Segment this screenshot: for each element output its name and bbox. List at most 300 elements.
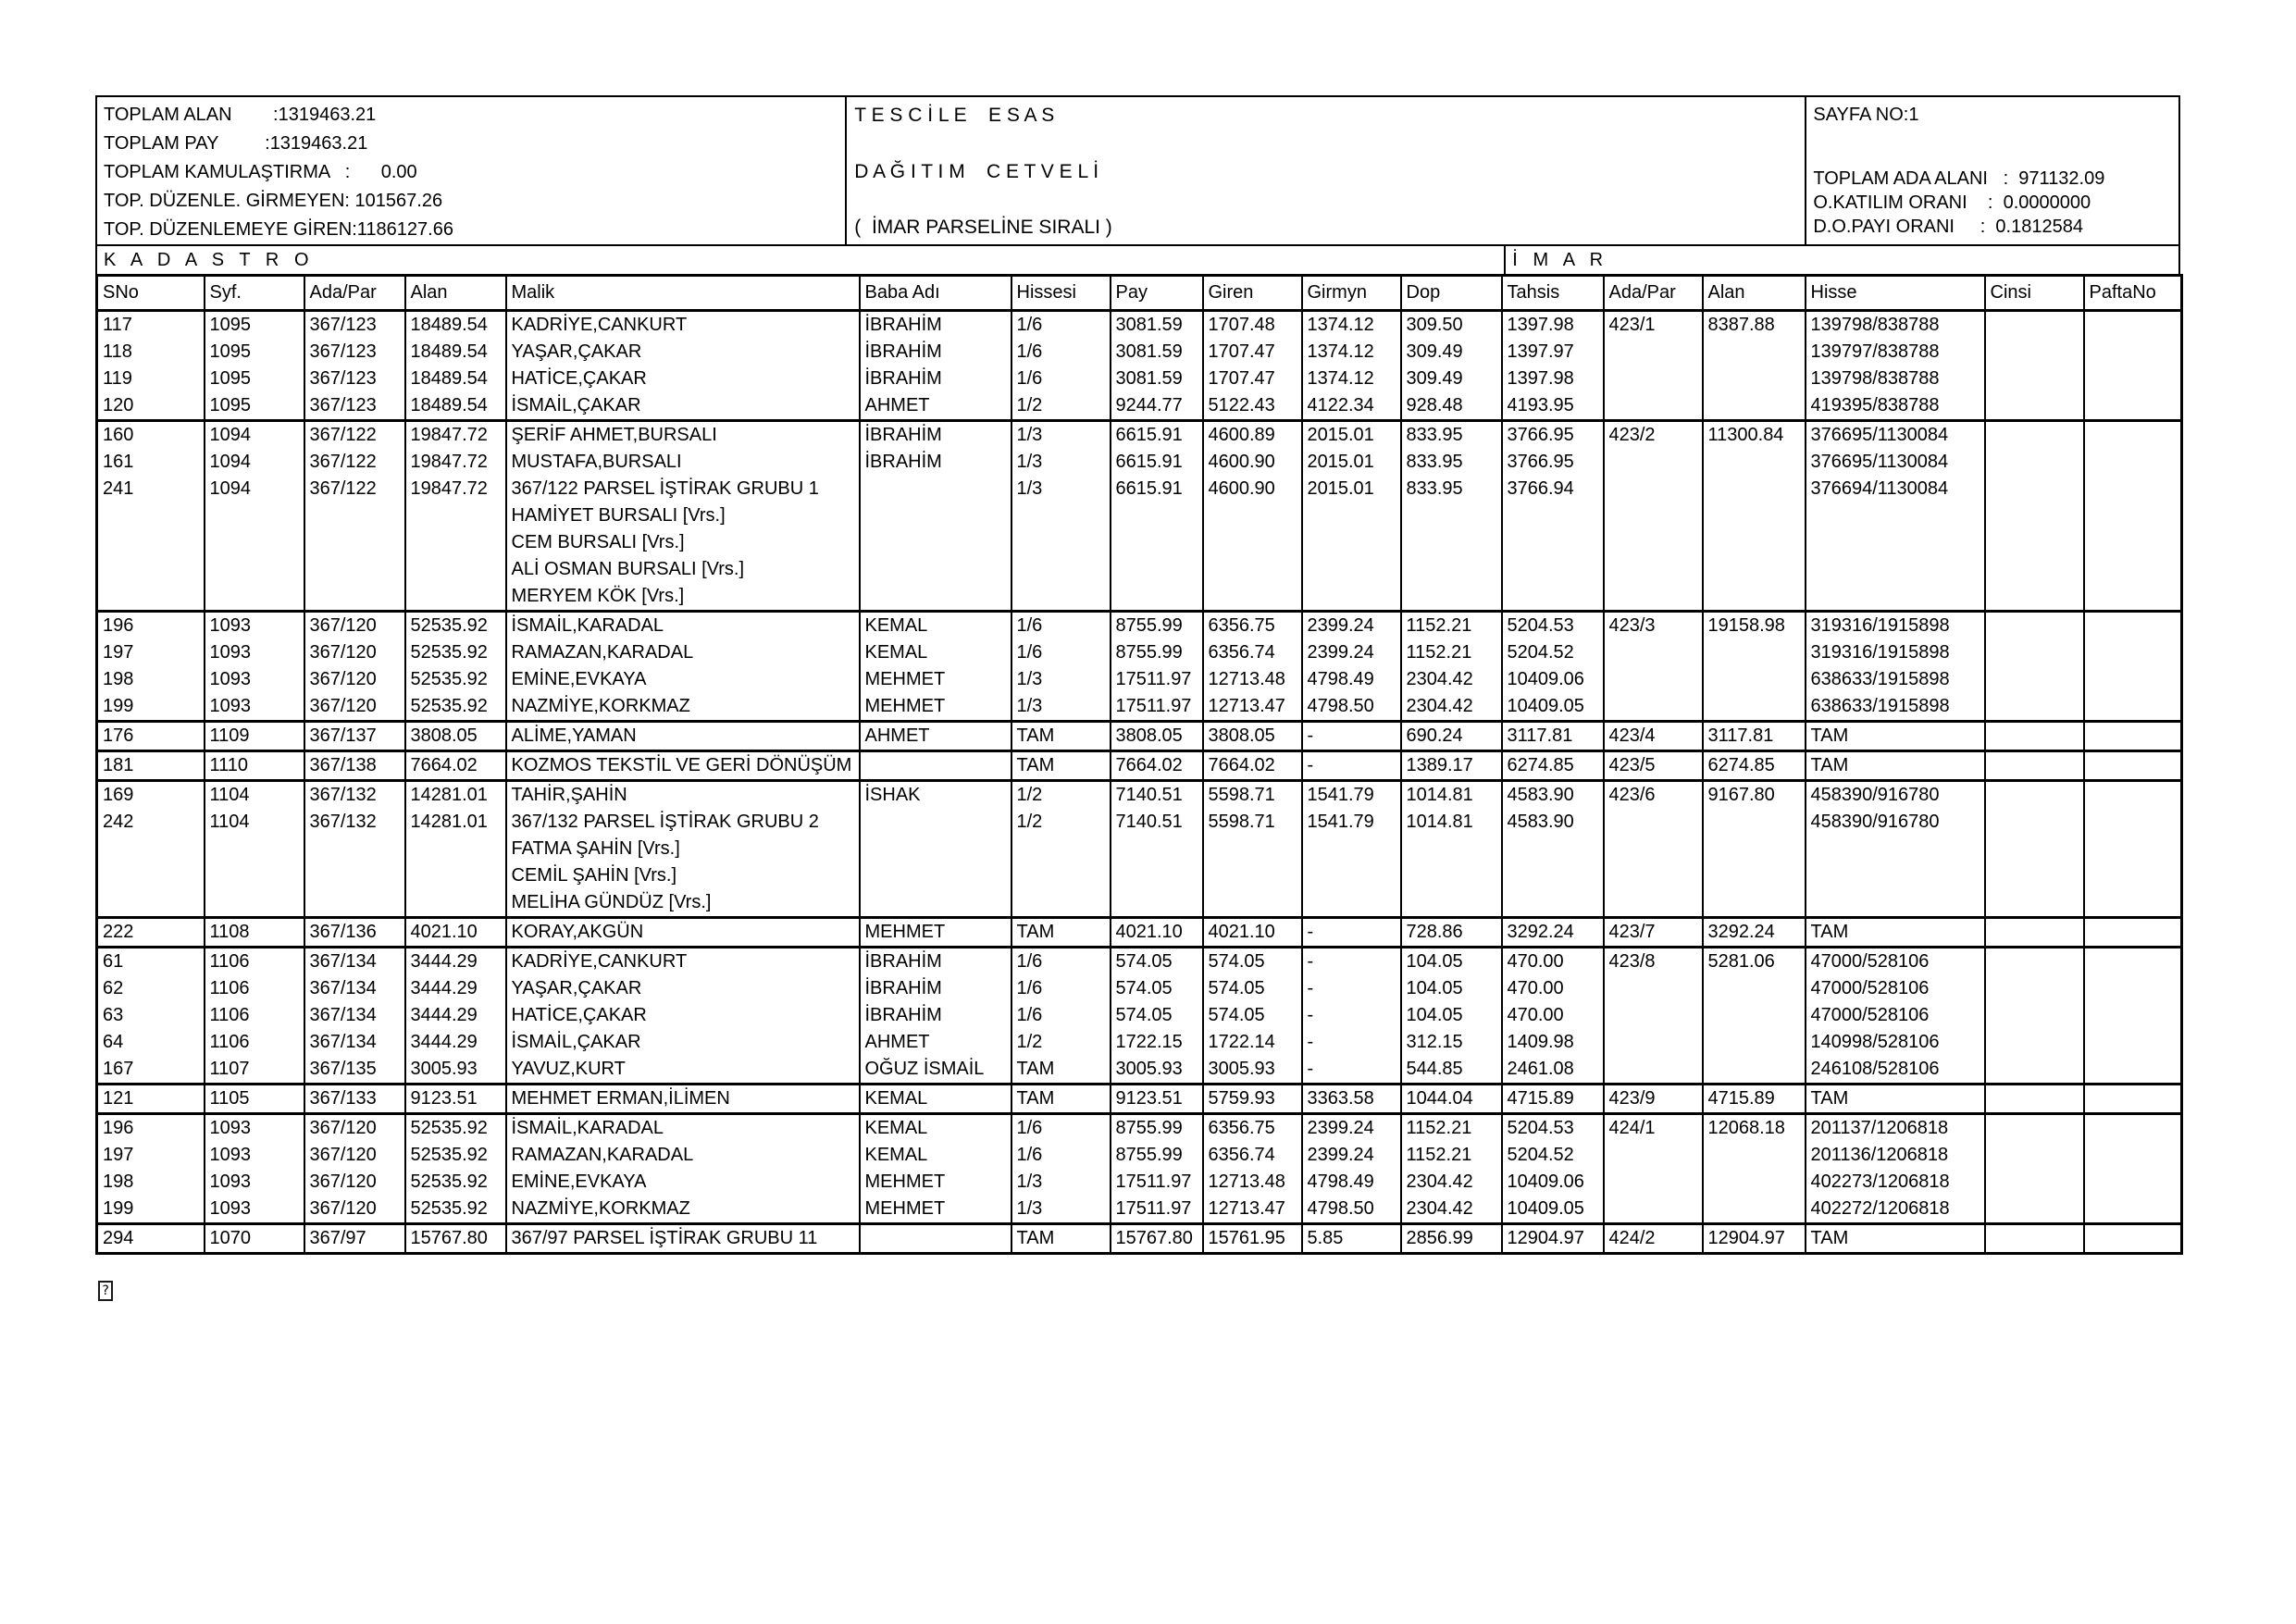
cell-imar_adapar: 423/9 — [1604, 1085, 1703, 1114]
cell-tahsis: 10409.06 — [1502, 666, 1604, 693]
cell-malik — [506, 1056, 860, 1085]
cell-baba: AHMET — [860, 392, 1011, 421]
cell-giren: 1707.47 — [1203, 339, 1302, 366]
cell-tahsis: 6274.85 — [1502, 751, 1604, 781]
cell-adapar: 367/120 — [304, 666, 405, 693]
cell-alan: 3808.05 — [405, 722, 506, 751]
cell-hissesi: TAM — [1011, 722, 1111, 751]
cell-pay: 17511.97 — [1111, 1196, 1203, 1224]
cell-sno: 197 — [97, 639, 205, 666]
cell-adapar: 367/122 — [304, 449, 405, 476]
cell-imar_adapar — [1604, 1142, 1703, 1169]
cell-tahsis: 4715.89 — [1502, 1085, 1604, 1114]
cell-hissesi: 1/6 — [1011, 948, 1111, 976]
cell-adapar: 367/120 — [304, 612, 405, 640]
cell-girmyn: - — [1302, 948, 1401, 976]
cell-imar_adapar — [1604, 339, 1703, 366]
cell-sno: 181 — [97, 751, 205, 781]
cell-syf: 1104 — [205, 809, 304, 918]
cell-dop: 1152.21 — [1401, 639, 1502, 666]
cell-imar_adapar — [1604, 1002, 1703, 1029]
owner-name: MEHMET ERMAN,İLİMEN — [511, 1088, 730, 1109]
cell-pay: 3005.93 — [1111, 1056, 1203, 1085]
cell-girmyn: 1541.79 — [1302, 809, 1401, 918]
cell-girmyn: 4798.49 — [1302, 1169, 1401, 1196]
cell-imar_adapar: 423/1 — [1604, 311, 1703, 340]
cell-dop: 1044.04 — [1401, 1085, 1502, 1114]
owner-name: YAVUZ,KURT — [511, 1059, 626, 1079]
cell-sno: 198 — [97, 1169, 205, 1196]
cell-hisse: 402273/1206818 — [1806, 1169, 1985, 1196]
cell-giren: 6356.74 — [1203, 1142, 1302, 1169]
table-row — [97, 1056, 2182, 1085]
heir-line: HAMİYET BURSALI [Vrs.] — [511, 505, 726, 526]
cell-pay: 3081.59 — [1111, 339, 1203, 366]
owner-name: İSMAİL,KARADAL — [511, 615, 664, 636]
cell-cinsi — [1985, 339, 2084, 366]
cell-pafta — [2084, 809, 2182, 918]
table-row — [97, 781, 2182, 810]
owner-name: HATİCE,ÇAKAR — [511, 368, 647, 389]
cell-adapar: 367/120 — [304, 693, 405, 722]
column-header-imar_alan: Alan — [1703, 276, 1806, 311]
table-row — [97, 639, 2182, 666]
cell-malik — [506, 666, 860, 693]
cell-tahsis: 5204.53 — [1502, 1114, 1604, 1143]
cell-hisse: 376695/1130084 — [1806, 421, 1985, 450]
cell-hissesi: 1/2 — [1011, 809, 1111, 918]
table-row — [97, 1224, 2182, 1254]
cell-imar_alan: 8387.88 — [1703, 311, 1806, 340]
owner-name: YAŞAR,ÇAKAR — [511, 341, 642, 362]
cell-girmyn: - — [1302, 918, 1401, 948]
cell-syf: 1093 — [205, 612, 304, 640]
total-alan: TOPLAM ALAN :1319463.21 — [104, 105, 377, 125]
cell-giren: 1707.47 — [1203, 366, 1302, 392]
cell-syf: 1104 — [205, 781, 304, 810]
cell-alan: 3444.29 — [405, 948, 506, 976]
cell-sno: 64 — [97, 1029, 205, 1056]
cell-adapar: 367/132 — [304, 781, 405, 810]
cell-malik — [506, 1142, 860, 1169]
cell-hisse: 458390/916780 — [1806, 809, 1985, 918]
cell-pafta — [2084, 693, 2182, 722]
cell-dop: 1152.21 — [1401, 612, 1502, 640]
cell-alan: 3444.29 — [405, 1029, 506, 1056]
cell-pay: 1722.15 — [1111, 1029, 1203, 1056]
cell-sno: 196 — [97, 1114, 205, 1143]
cell-hisse: TAM — [1806, 1085, 1985, 1114]
column-header-hissesi: Hissesi — [1011, 276, 1111, 311]
header-title-block — [845, 95, 1806, 246]
cell-girmyn: 2015.01 — [1302, 449, 1401, 476]
owner-name: RAMAZAN,KARADAL — [511, 1145, 694, 1165]
cell-baba — [860, 476, 1011, 612]
cell-cinsi — [1985, 722, 2084, 751]
owner-name: KORAY,AKGÜN — [511, 922, 644, 942]
cell-baba: İBRAHİM — [860, 311, 1011, 340]
cell-alan: 3444.29 — [405, 1002, 506, 1029]
cell-sno: 61 — [97, 948, 205, 976]
cell-cinsi — [1985, 975, 2084, 1002]
table-row — [97, 392, 2182, 421]
toplam-ada-alani: TOPLAM ADA ALANI : 971132.09 — [1813, 168, 2105, 189]
cell-giren: 4600.89 — [1203, 421, 1302, 450]
cell-imar_alan — [1703, 366, 1806, 392]
cell-giren: 4600.90 — [1203, 476, 1302, 612]
cell-imar_alan — [1703, 666, 1806, 693]
cell-dop: 833.95 — [1401, 421, 1502, 450]
cell-malik — [506, 392, 860, 421]
cell-giren: 12713.48 — [1203, 666, 1302, 693]
cell-hisse: 319316/1915898 — [1806, 612, 1985, 640]
cell-syf: 1070 — [205, 1224, 304, 1254]
table-row — [97, 722, 2182, 751]
cell-giren: 574.05 — [1203, 975, 1302, 1002]
cell-cinsi — [1985, 1169, 2084, 1196]
cell-syf: 1107 — [205, 1056, 304, 1085]
heir-line: CEM BURSALI [Vrs.] — [511, 532, 685, 552]
cell-malik — [506, 1169, 860, 1196]
cell-baba: KEMAL — [860, 1114, 1011, 1143]
cell-giren: 574.05 — [1203, 1002, 1302, 1029]
cell-pay: 6615.91 — [1111, 449, 1203, 476]
cell-hissesi: 1/6 — [1011, 339, 1111, 366]
cell-adapar: 367/134 — [304, 1029, 405, 1056]
cell-cinsi — [1985, 449, 2084, 476]
cell-dop: 2856.99 — [1401, 1224, 1502, 1254]
cell-cinsi — [1985, 639, 2084, 666]
cell-baba — [860, 751, 1011, 781]
owner-name: RAMAZAN,KARADAL — [511, 642, 694, 663]
cell-imar_adapar — [1604, 809, 1703, 918]
table-row — [97, 1169, 2182, 1196]
cell-dop: 104.05 — [1401, 1002, 1502, 1029]
cell-alan: 18489.54 — [405, 339, 506, 366]
cell-hisse: 319316/1915898 — [1806, 639, 1985, 666]
column-header-malik: Malik — [506, 276, 860, 311]
heir-line: MELİHA GÜNDÜZ [Vrs.] — [511, 892, 712, 912]
cell-tahsis: 5204.53 — [1502, 612, 1604, 640]
cell-syf: 1093 — [205, 1169, 304, 1196]
cell-sno: 160 — [97, 421, 205, 450]
cell-adapar: 367/123 — [304, 311, 405, 340]
cell-tahsis: 3117.81 — [1502, 722, 1604, 751]
cell-cinsi — [1985, 693, 2084, 722]
cell-pafta — [2084, 1169, 2182, 1196]
cell-pay: 7140.51 — [1111, 781, 1203, 810]
cell-pafta — [2084, 476, 2182, 612]
cell-sno: 118 — [97, 339, 205, 366]
cell-alan: 4021.10 — [405, 918, 506, 948]
owner-name: TAHİR,ŞAHİN — [511, 785, 627, 805]
cell-dop: 1389.17 — [1401, 751, 1502, 781]
cell-pafta — [2084, 392, 2182, 421]
cell-cinsi — [1985, 1002, 2084, 1029]
cell-giren: 4021.10 — [1203, 918, 1302, 948]
cell-pafta — [2084, 1085, 2182, 1114]
cell-malik — [506, 449, 860, 476]
table-row — [97, 693, 2182, 722]
cell-cinsi — [1985, 1085, 2084, 1114]
column-header-adapar: Ada/Par — [304, 276, 405, 311]
cell-tahsis: 2461.08 — [1502, 1056, 1604, 1085]
owner-name: NAZMİYE,KORKMAZ — [511, 696, 690, 716]
column-header-dop: Dop — [1401, 276, 1502, 311]
cell-adapar: 367/120 — [304, 1114, 405, 1143]
table-row — [97, 666, 2182, 693]
table-row — [97, 1196, 2182, 1224]
cell-girmyn: - — [1302, 722, 1401, 751]
cell-alan: 52535.92 — [405, 1169, 506, 1196]
cell-hisse: 139798/838788 — [1806, 366, 1985, 392]
dop-payi-orani: D.O.PAYI ORANI : 0.1812584 — [1813, 217, 2083, 237]
cell-girmyn: 2399.24 — [1302, 1114, 1401, 1143]
cell-alan: 14281.01 — [405, 809, 506, 918]
cell-hissesi: 1/6 — [1011, 639, 1111, 666]
cell-hisse: 140998/528106 — [1806, 1029, 1985, 1056]
cell-cinsi — [1985, 1224, 2084, 1254]
cell-alan: 3005.93 — [405, 1056, 506, 1085]
cell-baba: AHMET — [860, 1029, 1011, 1056]
cell-adapar: 367/123 — [304, 339, 405, 366]
cell-malik — [506, 722, 860, 751]
cell-pay: 9244.77 — [1111, 392, 1203, 421]
cell-baba: İBRAHİM — [860, 975, 1011, 1002]
cell-adapar: 367/132 — [304, 809, 405, 918]
cell-cinsi — [1985, 421, 2084, 450]
cell-syf: 1106 — [205, 1002, 304, 1029]
cell-dop: 1014.81 — [1401, 781, 1502, 810]
table-row — [97, 1114, 2182, 1143]
table-row — [97, 311, 2182, 340]
cell-tahsis: 3766.94 — [1502, 476, 1604, 612]
cell-giren: 12713.48 — [1203, 1169, 1302, 1196]
cell-imar_alan — [1703, 339, 1806, 366]
cell-hisse: 458390/916780 — [1806, 781, 1985, 810]
owner-name: YAŞAR,ÇAKAR — [511, 978, 642, 998]
cell-sno: 167 — [97, 1056, 205, 1085]
cell-pay: 8755.99 — [1111, 639, 1203, 666]
cell-imar_adapar: 423/8 — [1604, 948, 1703, 976]
cell-dop: 2304.42 — [1401, 693, 1502, 722]
header-page-block — [1805, 95, 2180, 246]
cell-hissesi: 1/3 — [1011, 476, 1111, 612]
cell-dop: 1152.21 — [1401, 1114, 1502, 1143]
column-header-alan: Alan — [405, 276, 506, 311]
cell-cinsi — [1985, 1114, 2084, 1143]
heir-line: FATMA ŞAHİN [Vrs.] — [511, 838, 680, 859]
cell-imar_alan: 5281.06 — [1703, 948, 1806, 976]
cell-giren: 15761.95 — [1203, 1224, 1302, 1254]
title-line-3: ( İMAR PARSELİNE SIRALI ) — [854, 217, 1112, 238]
cell-pafta — [2084, 781, 2182, 810]
cell-malik — [506, 1085, 860, 1114]
cell-syf: 1094 — [205, 476, 304, 612]
cell-imar_adapar: 423/7 — [1604, 918, 1703, 948]
cell-cinsi — [1985, 948, 2084, 976]
table-row — [97, 918, 2182, 948]
cell-malik — [506, 476, 860, 612]
cell-girmyn: 4798.50 — [1302, 1196, 1401, 1224]
cell-pafta — [2084, 975, 2182, 1002]
cell-hissesi: TAM — [1011, 1224, 1111, 1254]
cell-dop: 1014.81 — [1401, 809, 1502, 918]
cell-alan: 52535.92 — [405, 666, 506, 693]
owner-name: MUSTAFA,BURSALI — [511, 452, 682, 472]
total-duzenle-girmeyen: TOP. DÜZENLE. GİRMEYEN: 101567.26 — [104, 191, 443, 211]
cell-adapar: 367/120 — [304, 1169, 405, 1196]
cell-imar_alan — [1703, 1142, 1806, 1169]
cell-hisse: TAM — [1806, 1224, 1985, 1254]
cell-malik — [506, 1224, 860, 1254]
cell-dop: 309.49 — [1401, 339, 1502, 366]
cell-adapar: 367/134 — [304, 1002, 405, 1029]
cell-alan: 52535.92 — [405, 1196, 506, 1224]
cell-baba: İBRAHİM — [860, 449, 1011, 476]
owner-name: 367/132 PARSEL İŞTİRAK GRUBU 2 — [511, 812, 819, 832]
table-row — [97, 1085, 2182, 1114]
cell-pay: 3081.59 — [1111, 366, 1203, 392]
column-header-row — [97, 276, 2182, 311]
cell-imar_adapar — [1604, 1169, 1703, 1196]
cell-cinsi — [1985, 1196, 2084, 1224]
cell-hissesi: 1/6 — [1011, 311, 1111, 340]
cell-hissesi: 1/6 — [1011, 1114, 1111, 1143]
cell-baba: İSHAK — [860, 781, 1011, 810]
cell-syf: 1109 — [205, 722, 304, 751]
owner-name: İSMAİL,ÇAKAR — [511, 395, 641, 415]
column-header-imar_adapar: Ada/Par — [1604, 276, 1703, 311]
cell-tahsis: 3766.95 — [1502, 449, 1604, 476]
cell-pafta — [2084, 1029, 2182, 1056]
cell-pafta — [2084, 639, 2182, 666]
cell-giren: 12713.47 — [1203, 693, 1302, 722]
cell-malik — [506, 311, 860, 340]
column-header-sno: SNo — [97, 276, 205, 311]
cell-sno: 199 — [97, 693, 205, 722]
cell-pafta — [2084, 1142, 2182, 1169]
cell-hisse: 201137/1206818 — [1806, 1114, 1985, 1143]
cell-pay: 8755.99 — [1111, 1142, 1203, 1169]
cell-malik — [506, 421, 860, 450]
cell-imar_alan — [1703, 1029, 1806, 1056]
cell-giren: 6356.74 — [1203, 639, 1302, 666]
cell-hissesi: 1/6 — [1011, 366, 1111, 392]
cell-pafta — [2084, 1114, 2182, 1143]
cell-hissesi: 1/2 — [1011, 392, 1111, 421]
cell-girmyn: - — [1302, 975, 1401, 1002]
cell-hissesi: 1/3 — [1011, 693, 1111, 722]
cell-hissesi: 1/2 — [1011, 781, 1111, 810]
cell-cinsi — [1985, 1056, 2084, 1085]
cell-cinsi — [1985, 809, 2084, 918]
cell-pay: 7140.51 — [1111, 809, 1203, 918]
cell-hisse: 201136/1206818 — [1806, 1142, 1985, 1169]
cell-syf: 1105 — [205, 1085, 304, 1114]
cell-tahsis: 10409.05 — [1502, 693, 1604, 722]
cell-malik — [506, 781, 860, 810]
cell-pay: 7664.02 — [1111, 751, 1203, 781]
cell-imar_alan: 3117.81 — [1703, 722, 1806, 751]
cell-imar_alan — [1703, 1196, 1806, 1224]
column-header-syf: Syf. — [205, 276, 304, 311]
cell-imar_adapar: 423/4 — [1604, 722, 1703, 751]
cell-imar_adapar — [1604, 975, 1703, 1002]
cell-malik — [506, 751, 860, 781]
table-row — [97, 339, 2182, 366]
cell-imar_adapar — [1604, 476, 1703, 612]
cell-sno: 197 — [97, 1142, 205, 1169]
cell-hissesi: TAM — [1011, 918, 1111, 948]
cell-hisse: 376694/1130084 — [1806, 476, 1985, 612]
cell-alan: 52535.92 — [405, 639, 506, 666]
owner-name: İSMAİL,ÇAKAR — [511, 1032, 641, 1052]
table-row — [97, 1142, 2182, 1169]
cell-alan: 9123.51 — [405, 1085, 506, 1114]
cell-adapar: 367/135 — [304, 1056, 405, 1085]
cell-sno: 199 — [97, 1196, 205, 1224]
cell-hisse: TAM — [1806, 751, 1985, 781]
cell-dop: 2304.42 — [1401, 1196, 1502, 1224]
cell-sno: 242 — [97, 809, 205, 918]
cell-dop: 728.86 — [1401, 918, 1502, 948]
cell-imar_adapar: 423/2 — [1604, 421, 1703, 450]
cell-giren: 6356.75 — [1203, 1114, 1302, 1143]
cell-syf: 1094 — [205, 449, 304, 476]
column-header-pafta: PaftaNo — [2084, 276, 2182, 311]
heir-line: MERYEM KÖK [Vrs.] — [511, 586, 685, 606]
table-row — [97, 1002, 2182, 1029]
cell-pafta — [2084, 948, 2182, 976]
table-row — [97, 476, 2182, 612]
cell-baba: MEHMET — [860, 1196, 1011, 1224]
cell-imar_alan: 11300.84 — [1703, 421, 1806, 450]
cell-imar_alan — [1703, 392, 1806, 421]
cell-hisse: 47000/528106 — [1806, 975, 1985, 1002]
cell-sno: 121 — [97, 1085, 205, 1114]
total-duzenlemeye-giren: TOP. DÜZENLEMEYE GİREN:1186127.66 — [104, 219, 453, 240]
cell-girmyn: 4798.49 — [1302, 666, 1401, 693]
table-row — [97, 366, 2182, 392]
cell-tahsis: 5204.52 — [1502, 639, 1604, 666]
cell-tahsis: 3292.24 — [1502, 918, 1604, 948]
cell-dop: 690.24 — [1401, 722, 1502, 751]
cell-sno: 169 — [97, 781, 205, 810]
cell-adapar: 367/120 — [304, 639, 405, 666]
cell-pafta — [2084, 366, 2182, 392]
cell-baba: MEHMET — [860, 666, 1011, 693]
cell-pay: 8755.99 — [1111, 612, 1203, 640]
cell-adapar: 367/120 — [304, 1142, 405, 1169]
title-line-2: D A Ğ I T I M C E T V E L İ — [854, 160, 1099, 182]
cell-alan: 52535.92 — [405, 693, 506, 722]
cell-adapar: 367/138 — [304, 751, 405, 781]
cell-dop: 309.49 — [1401, 366, 1502, 392]
cell-alan: 18489.54 — [405, 311, 506, 340]
cell-cinsi — [1985, 751, 2084, 781]
owner-name: İSMAİL,KARADAL — [511, 1118, 664, 1138]
cell-cinsi — [1985, 918, 2084, 948]
cell-malik — [506, 809, 860, 918]
owner-name: NAZMİYE,KORKMAZ — [511, 1198, 690, 1219]
cell-tahsis: 470.00 — [1502, 1002, 1604, 1029]
cell-baba: İBRAHİM — [860, 948, 1011, 976]
cell-imar_alan: 6274.85 — [1703, 751, 1806, 781]
cell-girmyn: - — [1302, 1002, 1401, 1029]
cell-girmyn: 1374.12 — [1302, 311, 1401, 340]
cell-imar_adapar: 423/5 — [1604, 751, 1703, 781]
